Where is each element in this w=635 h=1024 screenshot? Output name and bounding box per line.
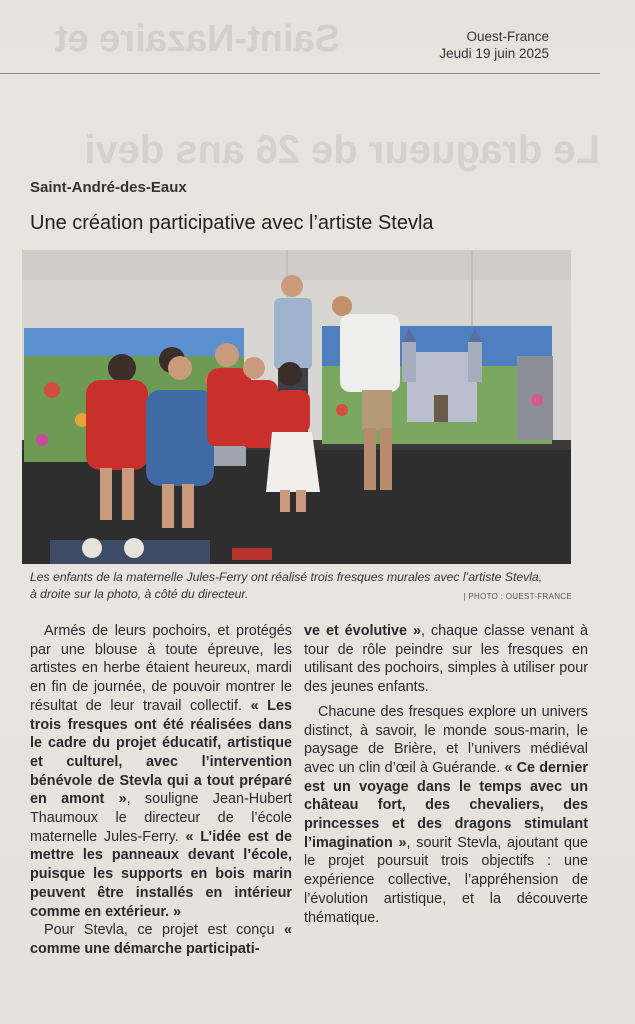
bleed-through-headline: Le dragueur de 26 ans devi — [84, 128, 600, 172]
paragraph: Armés de leurs pochoirs, et protégés par une blouse à toute épreuve, les artistes en herbe étaient heureux, mardi en fin de journée, de pouvoir montrer le résultat de leur travail collectif. « Les trois fresques ont été réalisées dans le cadre du projet éducatif, artistique et culturel, avec l’intervention bénévole de Stevla qui a tout préparé en amont », souligne Jean-Hubert Thaumoux le directeur de l’école maternelle Jules-Ferry. « L’idée est de mettre les panneaux devant l’école, puisque les supports en bois marin peuvent être installés en intérieur comme en extérieur. » — [30, 623, 293, 920]
photo-credit: | PHOTO : OUEST-FRANCE — [463, 592, 572, 601]
paragraph: Chacune des fresques explore un univers distinct, à savoir, le monde sous-marin, le paysage de Brière, et l’univers médiéval avec un clin d’œil à Guérande. « Ce dernier est un voyage dans le temps avec un château fort, des chevaliers, des princesses et des dragons stimulant l’imagination », sourit Stevla, ajoutant que le projet poursuit trois objectifs : une expérience collective, l’appréhension de l’évolution artistique, et la découverte thématique. — [304, 703, 589, 926]
issue-date: Jeudi 19 juin 2025 — [439, 46, 549, 61]
paragraph: Pour Stevla, ce projet est conçu « comme une démarche participati- — [30, 922, 292, 957]
article-kicker: Saint-André-des-Eaux — [30, 179, 187, 196]
paragraph: ve et évolutive », chaque classe venant à tour de rôle peindre sur les fresques en utilisant des pochoirs, simples à utiliser pour des jeunes enfants. — [304, 623, 588, 696]
article-column-right — [304, 622, 588, 927]
bleed-through-text: Saint-Nazaire et — [54, 18, 340, 60]
article-column-left — [30, 622, 292, 959]
article-photo — [22, 250, 571, 564]
header-rule — [0, 73, 600, 74]
newspaper-name: Ouest-France — [466, 29, 549, 44]
photo-caption: Les enfants de la maternelle Jules-Ferry ont réalisé trois fresques murales avec l’artiste Stevla, à droite sur la photo, à côté du directeur. — [30, 570, 543, 601]
masthead — [439, 28, 549, 62]
photo-illustration — [22, 250, 571, 564]
article-headline: Une création participative avec l’artiste Stevla — [30, 212, 434, 234]
